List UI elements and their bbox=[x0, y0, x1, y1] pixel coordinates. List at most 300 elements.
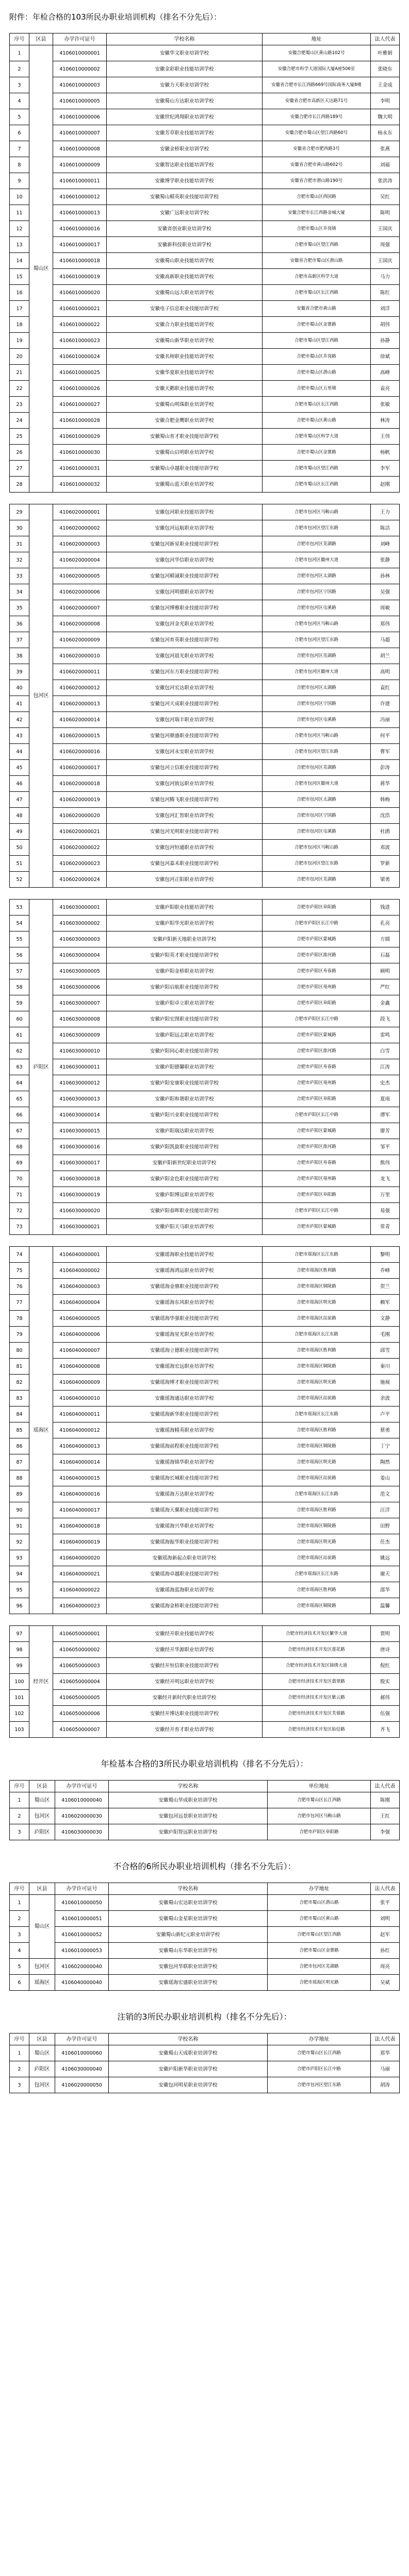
license-number: 4106010000006 bbox=[53, 109, 107, 125]
legal-representative: 孙红 bbox=[371, 1943, 400, 1959]
table-row bbox=[10, 397, 400, 413]
legal-representative: 万里 bbox=[371, 1187, 400, 1203]
legal-representative: 周强 bbox=[371, 237, 400, 253]
column-header: 学校名称 bbox=[109, 1781, 268, 1792]
school-name: 安徽省创业职业培训学校 bbox=[107, 221, 263, 237]
school-name: 安徽芳草职业技能培训学校 bbox=[107, 125, 263, 141]
address: 合肥市瑶海区胜利路 bbox=[263, 1263, 371, 1279]
school-name: 安徽包河永安职业培训学校 bbox=[107, 744, 263, 760]
address: 合肥市经济技术开发区锦绣大道 bbox=[263, 1658, 371, 1674]
license-number: 4106040000012 bbox=[53, 1422, 107, 1438]
address: 合肥市蜀山区井岗路 bbox=[263, 349, 371, 365]
column-header: 序号 bbox=[10, 1781, 29, 1792]
license-number: 4106010000008 bbox=[53, 141, 107, 157]
address: 合肥市蜀山区潜山路 bbox=[268, 1895, 371, 1911]
table-row bbox=[10, 45, 400, 61]
table-row bbox=[10, 1792, 400, 1808]
school-name: 安徽瑶海振华职业技能培训学校 bbox=[107, 1534, 263, 1550]
table-row bbox=[10, 979, 400, 995]
school-name: 安徽蜀山精英职业技能培训学校 bbox=[107, 189, 263, 205]
column-header: 区县 bbox=[29, 2033, 55, 2045]
legal-representative: 叶雅娟 bbox=[371, 45, 400, 61]
legal-representative: 郑伟 bbox=[371, 616, 400, 632]
legal-representative: 邹平 bbox=[371, 1139, 400, 1155]
table-row bbox=[10, 1011, 400, 1027]
cancelled-table bbox=[9, 2033, 400, 2093]
row-number: 62 bbox=[10, 1043, 29, 1059]
column-header: 序号 bbox=[10, 1883, 29, 1895]
license-number: 4106040000003 bbox=[53, 1279, 107, 1295]
column-header: 区县 bbox=[29, 1781, 55, 1792]
district: 包河区 bbox=[29, 504, 53, 888]
school-name: 安徽合力职业技能培训学校 bbox=[107, 317, 263, 333]
license-number: 4106020000020 bbox=[53, 808, 107, 824]
license-number: 4106050000002 bbox=[53, 1642, 107, 1658]
license-number: 4106030000008 bbox=[53, 1011, 107, 1027]
address: 合肥市庐阳区阜阳路 bbox=[263, 900, 371, 916]
legal-representative: 张平 bbox=[371, 1895, 400, 1911]
legal-representative: 林涛 bbox=[371, 413, 400, 429]
row-number: 29 bbox=[10, 504, 29, 520]
district: 经开区 bbox=[29, 1626, 53, 1738]
address: 合肥市蜀山区金寨路 bbox=[268, 1943, 371, 1959]
license-number: 4106030000005 bbox=[53, 963, 107, 979]
school-name: 安徽华文职业培训学校 bbox=[107, 45, 263, 61]
district: 瑶海区 bbox=[29, 1975, 55, 1991]
table-body bbox=[10, 1792, 400, 1840]
row-number: 88 bbox=[10, 1470, 29, 1486]
school-name: 安徽瑶海新起点职业培训学校 bbox=[107, 1550, 263, 1566]
table-row bbox=[10, 205, 400, 221]
legal-representative: 王伟 bbox=[371, 429, 400, 445]
school-name: 安徽瑶海通达职业培训学校 bbox=[107, 1391, 263, 1406]
district: 庐阳区 bbox=[29, 1824, 55, 1840]
school-name: 安徽蜀山明珠职业培训学校 bbox=[107, 397, 263, 413]
table-row bbox=[10, 1247, 400, 1263]
school-name: 安徽瑶海天翼职业技能培训学校 bbox=[107, 1502, 263, 1518]
address: 合肥市经济技术开发区始信路 bbox=[263, 1722, 371, 1738]
legal-representative: 谭军 bbox=[371, 1107, 400, 1123]
table-row bbox=[10, 648, 400, 664]
column-header: 学校名称 bbox=[109, 1883, 268, 1895]
table-row bbox=[10, 1075, 400, 1091]
row-number: 1 bbox=[10, 1792, 29, 1808]
address: 合肥市蜀山区黄山路 bbox=[268, 1911, 371, 1927]
legal-representative: 邵华 bbox=[371, 1582, 400, 1598]
table-row bbox=[10, 1598, 400, 1614]
license-number: 4106040000014 bbox=[53, 1454, 107, 1470]
school-name: 安徽瑶海金鼎职业技能培训学校 bbox=[107, 1279, 263, 1295]
row-number: 49 bbox=[10, 824, 29, 840]
row-number: 35 bbox=[10, 600, 29, 616]
unqualified-table bbox=[9, 1883, 400, 1991]
school-name: 安徽经开博达职业技能培训学校 bbox=[107, 1706, 263, 1722]
legal-representative: 孙静 bbox=[371, 333, 400, 349]
column-header: 办学地址 bbox=[268, 2033, 371, 2045]
legal-representative: 蔡勇 bbox=[371, 1422, 400, 1438]
row-number: 30 bbox=[10, 520, 29, 536]
row-number: 96 bbox=[10, 1598, 29, 1614]
address: 合肥市蜀山区潜山路 bbox=[263, 365, 371, 381]
address: 合肥市瑶海区站前路 bbox=[263, 1470, 371, 1486]
school-name: 安徽蜀山启明职业培训学校 bbox=[107, 445, 263, 461]
row-number: 31 bbox=[10, 536, 29, 552]
license-number: 4106050000003 bbox=[53, 1658, 107, 1674]
row-number: 66 bbox=[10, 1107, 29, 1123]
school-name: 安徽庐阳安康职业技能培训学校 bbox=[107, 1075, 263, 1091]
legal-representative: 施展 bbox=[371, 1375, 400, 1391]
legal-representative: 张洪涛 bbox=[371, 173, 400, 189]
legal-representative: 赖军 bbox=[371, 1295, 400, 1311]
legal-representative: 陶然 bbox=[371, 1454, 400, 1470]
address: 合肥市瑶海区铜陵路 bbox=[263, 1438, 371, 1454]
legal-representative: 王国庆 bbox=[371, 221, 400, 237]
school-name: 安徽瑶海星光职业培训学校 bbox=[107, 1327, 263, 1343]
district: 庐阳区 bbox=[29, 900, 53, 1235]
school-name: 安徽经开职业技能培训学校 bbox=[107, 1626, 263, 1642]
table-row bbox=[10, 1582, 400, 1598]
table-row bbox=[10, 1406, 400, 1422]
row-number: 9 bbox=[10, 173, 29, 189]
row-number: 48 bbox=[10, 808, 29, 824]
table-row bbox=[10, 1808, 400, 1824]
row-number: 98 bbox=[10, 1642, 29, 1658]
school-name: 安徽包河新星职业技能培训学校 bbox=[107, 536, 263, 552]
license-number: 4106010000031 bbox=[53, 461, 107, 477]
district: 包河区 bbox=[29, 1808, 55, 1824]
legal-representative: 陈明 bbox=[371, 205, 400, 221]
row-number: 99 bbox=[10, 1658, 29, 1674]
address: 合肥市瑶海区胜利路 bbox=[263, 1582, 371, 1598]
legal-representative: 贾明 bbox=[371, 1626, 400, 1642]
row-number: 85 bbox=[10, 1422, 29, 1438]
school-name: 安徽合肥金鹰职业培训学校 bbox=[107, 413, 263, 429]
legal-representative: 陈红 bbox=[371, 285, 400, 301]
school-name: 安徽瑶海万达职业培训学校 bbox=[107, 1486, 263, 1502]
license-number: 4106010000060 bbox=[55, 2045, 109, 2061]
address: 合肥市庐阳区长江中路 bbox=[263, 1107, 371, 1123]
license-number: 4106030000013 bbox=[53, 1091, 107, 1107]
address: 合肥市瑶海区明光路 bbox=[263, 1454, 371, 1470]
legal-representative: 孙林 bbox=[371, 568, 400, 584]
school-name: 安徽包河精诚职业技能培训学校 bbox=[107, 568, 263, 584]
license-number: 4106020000017 bbox=[53, 760, 107, 776]
qualified-table-1 bbox=[9, 33, 400, 493]
table-body bbox=[10, 900, 400, 1235]
legal-representative: 钱进 bbox=[371, 900, 400, 916]
legal-representative: 张敏 bbox=[371, 397, 400, 413]
license-number: 4106020000012 bbox=[53, 680, 107, 696]
license-number: 4106030000021 bbox=[53, 1219, 107, 1235]
table-body bbox=[10, 1626, 400, 1738]
table-row bbox=[10, 1438, 400, 1454]
row-number: 10 bbox=[10, 189, 29, 205]
legal-representative: 刘福 bbox=[371, 157, 400, 173]
row-number: 36 bbox=[10, 616, 29, 632]
row-number: 39 bbox=[10, 664, 29, 680]
table-row bbox=[10, 1043, 400, 1059]
license-number: 4106010000027 bbox=[53, 397, 107, 413]
table-row bbox=[10, 1187, 400, 1203]
row-number: 95 bbox=[10, 1582, 29, 1598]
legal-representative: 李明 bbox=[371, 93, 400, 109]
table-row bbox=[10, 856, 400, 872]
legal-representative: 熊伟 bbox=[371, 1155, 400, 1171]
license-number: 4106010000001 bbox=[53, 45, 107, 61]
school-name: 安徽庐阳新华职业培训学校 bbox=[109, 2061, 268, 2077]
row-number: 72 bbox=[10, 1203, 29, 1219]
school-name: 安徽庐阳新世纪职业培训学校 bbox=[107, 1155, 263, 1171]
row-number: 16 bbox=[10, 285, 29, 301]
table-row bbox=[10, 1327, 400, 1343]
row-number: 21 bbox=[10, 365, 29, 381]
legal-representative: 胡伟 bbox=[371, 317, 400, 333]
table-row bbox=[10, 824, 400, 840]
row-number: 93 bbox=[10, 1550, 29, 1566]
row-number: 5 bbox=[10, 1959, 29, 1975]
legal-representative: 高明 bbox=[371, 664, 400, 680]
address: 合肥市瑶海区长江东路 bbox=[263, 1406, 371, 1422]
address: 合肥市庐阳区长江中路 bbox=[263, 916, 371, 931]
license-number: 4106020000001 bbox=[53, 504, 107, 520]
legal-representative: 马丽 bbox=[371, 2061, 400, 2077]
qualified-table-3 bbox=[9, 899, 400, 1235]
row-number: 83 bbox=[10, 1391, 29, 1406]
row-number: 60 bbox=[10, 1011, 29, 1027]
license-number: 4106030000030 bbox=[55, 1824, 109, 1840]
row-number: 76 bbox=[10, 1279, 29, 1295]
row-number: 2 bbox=[10, 1911, 29, 1927]
table-row bbox=[10, 1706, 400, 1722]
table-row bbox=[10, 916, 400, 931]
table-row bbox=[10, 872, 400, 888]
address: 合肥市庐阳区蒙城路 bbox=[263, 1219, 371, 1235]
column-header: 办学许可证号 bbox=[55, 2033, 109, 2045]
school-name: 安徽包河华信职业培训学校 bbox=[107, 552, 263, 568]
license-number: 4106010000026 bbox=[53, 381, 107, 397]
license-number: 4106020000015 bbox=[53, 728, 107, 744]
row-number: 2 bbox=[10, 2061, 29, 2077]
address: 合肥市庐阳区蒙城路 bbox=[263, 931, 371, 947]
license-number: 4106010000013 bbox=[53, 205, 107, 221]
license-number: 4106030000015 bbox=[53, 1123, 107, 1139]
row-number: 45 bbox=[10, 760, 29, 776]
row-number: 43 bbox=[10, 728, 29, 744]
table-row bbox=[10, 504, 400, 520]
license-number: 4106010000016 bbox=[53, 221, 107, 237]
address: 合肥市经济技术开发区紫云路 bbox=[263, 1690, 371, 1706]
school-name: 安徽瑶海精英职业培训学校 bbox=[107, 1422, 263, 1438]
row-number: 23 bbox=[10, 397, 29, 413]
address: 合肥市包河区徽州大道 bbox=[263, 664, 371, 680]
table-row bbox=[10, 1566, 400, 1582]
legal-representative: 曹军 bbox=[371, 744, 400, 760]
address: 合肥市包河区屯溪路 bbox=[263, 824, 371, 840]
table-row bbox=[10, 413, 400, 429]
legal-representative: 罗新 bbox=[371, 856, 400, 872]
school-name: 安徽蜀山新纪元职业培训学校 bbox=[109, 1927, 268, 1943]
address: 安徽省合肥市潜山路190号 bbox=[263, 173, 371, 189]
address: 合肥市庐阳区寿春路 bbox=[263, 1059, 371, 1075]
school-name: 安徽瑶海职业技能培训学校 bbox=[107, 1247, 263, 1263]
school-name: 安徽庐阳同心职业技能培训学校 bbox=[107, 1043, 263, 1059]
school-name: 安徽包河立信职业技能培训学校 bbox=[107, 760, 263, 776]
license-number: 4106040000022 bbox=[53, 1582, 107, 1598]
license-number: 4106020000006 bbox=[53, 584, 107, 600]
row-number: 79 bbox=[10, 1327, 29, 1343]
row-number: 84 bbox=[10, 1406, 29, 1422]
school-name: 安徽包河致远职业培训学校 bbox=[107, 776, 263, 792]
address: 合肥市瑶海区铜陵路 bbox=[263, 1359, 371, 1375]
legal-representative: 方圆 bbox=[371, 931, 400, 947]
column-header: 法人代表 bbox=[371, 1781, 400, 1792]
legal-representative: 金鑫 bbox=[371, 995, 400, 1011]
table-row bbox=[10, 77, 400, 93]
school-name: 安徽瑶海兴华职业培训学校 bbox=[107, 1518, 263, 1534]
table-row bbox=[10, 840, 400, 856]
legal-representative: 范文 bbox=[371, 1486, 400, 1502]
license-number: 4106030000019 bbox=[53, 1187, 107, 1203]
legal-representative: 马力 bbox=[371, 269, 400, 285]
row-number: 24 bbox=[10, 413, 29, 429]
license-number: 4106020000014 bbox=[53, 712, 107, 728]
table-body bbox=[10, 504, 400, 888]
address: 合肥市庐阳区亳州路 bbox=[263, 1171, 371, 1187]
legal-representative: 文静 bbox=[371, 1311, 400, 1327]
school-name: 安徽电子信息职业技能培训学校 bbox=[107, 301, 263, 317]
license-number: 4106050000004 bbox=[53, 1674, 107, 1690]
license-number: 4106050000007 bbox=[53, 1722, 107, 1738]
table-row bbox=[10, 349, 400, 365]
school-name: 安徽包河华联职业培训学校 bbox=[109, 1959, 268, 1975]
row-number: 86 bbox=[10, 1438, 29, 1454]
table-row bbox=[10, 1690, 400, 1706]
row-number: 74 bbox=[10, 1247, 29, 1263]
row-number: 3 bbox=[10, 1927, 29, 1943]
license-number: 4106020000005 bbox=[53, 568, 107, 584]
license-number: 4106040000007 bbox=[53, 1343, 107, 1359]
school-name: 安徽庐阳新天地职业培训学校 bbox=[107, 931, 263, 947]
address: 合肥市庐阳区蒙城路 bbox=[263, 1123, 371, 1139]
table-row bbox=[10, 552, 400, 568]
legal-representative: 黎明 bbox=[371, 1247, 400, 1263]
row-number: 5 bbox=[10, 109, 29, 125]
table-row bbox=[10, 584, 400, 600]
column-header: 办学许可证号 bbox=[55, 1781, 109, 1792]
row-number: 68 bbox=[10, 1139, 29, 1155]
table-row bbox=[10, 1518, 400, 1534]
row-number: 20 bbox=[10, 349, 29, 365]
address: 合肥市经济技术开发区芙蓉路 bbox=[263, 1706, 371, 1722]
row-number: 94 bbox=[10, 1566, 29, 1582]
legal-representative: 王力 bbox=[371, 504, 400, 520]
row-number: 3 bbox=[10, 77, 29, 93]
table-row bbox=[10, 1139, 400, 1155]
address: 合肥市包河区芜湖路 bbox=[263, 648, 371, 664]
license-number: 4106020000004 bbox=[53, 552, 107, 568]
legal-representative: 杨帆 bbox=[371, 445, 400, 461]
legal-representative: 李强 bbox=[371, 1824, 400, 1840]
address: 合肥市蜀山区长江西路 bbox=[268, 2045, 371, 2061]
row-number: 40 bbox=[10, 680, 29, 696]
license-number: 4106040000010 bbox=[53, 1391, 107, 1406]
address: 合肥市瑶海区铜陵路 bbox=[263, 1279, 371, 1295]
school-name: 安徽包河东方职业技能培训学校 bbox=[107, 664, 263, 680]
address: 合肥市包河区芜湖路 bbox=[263, 760, 371, 776]
legal-representative: 唐诗 bbox=[371, 1642, 400, 1658]
address: 合肥市瑶海区明光路 bbox=[263, 1534, 371, 1550]
column-header: 法人代表 bbox=[371, 33, 400, 45]
address: 合肥市经济技术开发区繁华大道 bbox=[263, 1626, 371, 1642]
legal-representative: 常青 bbox=[371, 1219, 400, 1235]
legal-representative: 史杰 bbox=[371, 1075, 400, 1091]
legal-representative: 吴斌 bbox=[371, 1975, 400, 1991]
school-name: 安徽经开新时代职业培训学校 bbox=[107, 1690, 263, 1706]
district: 包河区 bbox=[29, 2077, 55, 2093]
district: 蜀山区 bbox=[29, 1792, 55, 1808]
school-name: 安徽包河腾飞职业技能培训学校 bbox=[107, 792, 263, 808]
license-number: 4106010000040 bbox=[55, 1792, 109, 1808]
address: 安徽合肥市蜀山区望江西路60号 bbox=[263, 125, 371, 141]
license-number: 4106020000011 bbox=[53, 664, 107, 680]
school-name: 安徽蜀山宏达职业培训学校 bbox=[109, 1895, 268, 1911]
table-row bbox=[10, 1027, 400, 1043]
table-row bbox=[10, 365, 400, 381]
table-row bbox=[10, 947, 400, 963]
school-name: 安徽庐阳和谐职业培训学校 bbox=[107, 1091, 263, 1107]
table-row bbox=[10, 1203, 400, 1219]
table-row bbox=[10, 1359, 400, 1375]
table-row bbox=[10, 1454, 400, 1470]
row-number: 47 bbox=[10, 792, 29, 808]
legal-representative: 丁宁 bbox=[371, 1438, 400, 1454]
address: 合肥市经济技术开发区翡翠路 bbox=[263, 1674, 371, 1690]
license-number: 4106030000003 bbox=[53, 931, 107, 947]
legal-representative: 胡涛 bbox=[371, 2077, 400, 2093]
table-row bbox=[10, 285, 400, 301]
license-number: 4106030000004 bbox=[53, 947, 107, 963]
table-row bbox=[10, 109, 400, 125]
column-header: 法人代表 bbox=[371, 2033, 400, 2045]
address: 合肥市包河区徽州大道 bbox=[263, 552, 371, 568]
license-number: 4106030000009 bbox=[53, 1027, 107, 1043]
cancelled-heading: 注销的3所民办职业培训机构（排名不分先后）： bbox=[117, 2012, 292, 2022]
table-row bbox=[10, 744, 400, 760]
license-number: 4106040000023 bbox=[53, 1598, 107, 1614]
address: 合肥市包河区宁国路 bbox=[263, 696, 371, 712]
license-number: 4106020000002 bbox=[53, 520, 107, 536]
license-number: 4106040000011 bbox=[53, 1406, 107, 1422]
legal-representative: 吴强 bbox=[371, 584, 400, 600]
table-row bbox=[10, 461, 400, 477]
row-number: 28 bbox=[10, 477, 29, 493]
table-row bbox=[10, 632, 400, 648]
address: 合肥市蜀山区望江西路 bbox=[268, 1927, 371, 1943]
license-number: 4106030000017 bbox=[53, 1155, 107, 1171]
address: 合肥市蜀山区井岗镇 bbox=[263, 221, 371, 237]
address: 合肥市庐阳区淮河路 bbox=[263, 1139, 371, 1155]
school-name: 安徽世纪鸿翔职业培训学校 bbox=[107, 109, 263, 125]
table-row bbox=[10, 1311, 400, 1327]
legal-representative: 张静 bbox=[371, 552, 400, 568]
address: 合肥市蜀山区西园路 bbox=[263, 189, 371, 205]
legal-representative: 江涛 bbox=[371, 1059, 400, 1075]
table-row bbox=[10, 900, 400, 916]
address: 合肥市包河区马鞍山路 bbox=[263, 504, 371, 520]
address: 合肥市庐阳区长江中路 bbox=[263, 1203, 371, 1219]
table-body bbox=[10, 45, 400, 493]
legal-representative: 刘明 bbox=[371, 1911, 400, 1927]
